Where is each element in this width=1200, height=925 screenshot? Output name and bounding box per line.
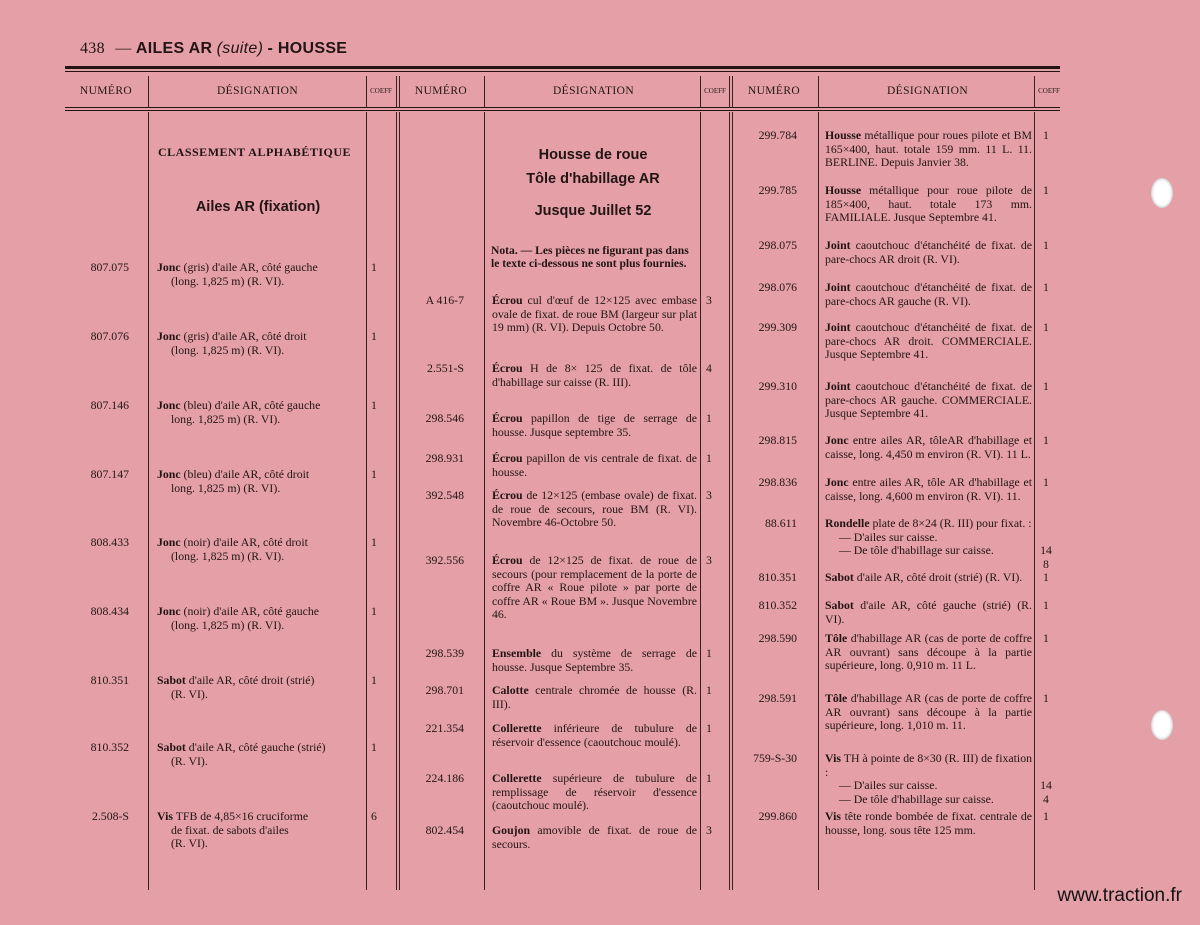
designation-keyword: Jonc — [825, 475, 849, 489]
divider — [1034, 76, 1035, 108]
designation-keyword: Goujon — [492, 823, 531, 837]
designation-text: plate de 8×24 (R. III) pour fixat. : — [869, 516, 1032, 530]
part-designation — [157, 536, 363, 563]
part-designation — [492, 554, 697, 622]
part-number: 298.701 — [425, 683, 464, 697]
coeff-value: 1 — [371, 740, 377, 754]
coeff-value: 1 — [706, 646, 712, 660]
part-number: 298.836 — [758, 475, 797, 489]
coeff-value: 1 — [371, 673, 377, 687]
coeff-value: 1 — [706, 721, 712, 735]
designation-keyword: Écrou — [492, 361, 523, 375]
part-designation — [825, 129, 1032, 170]
part-designation — [825, 692, 1032, 733]
top-rule-thick — [65, 66, 1060, 69]
col2-header-designation: DÉSIGNATION — [552, 85, 635, 97]
designation-text: métallique pour roue pilote de 185×400, haut. totale 173 mm. FAMILIALE. Jusque Septembre 41. — [825, 183, 1032, 225]
designation-text: d'aile AR, côté gauche (strié) — [185, 740, 326, 754]
part-designation — [825, 380, 1032, 421]
coeff-value: 4 — [706, 361, 712, 375]
part-designation — [157, 468, 363, 495]
designation-keyword: Sabot — [825, 598, 854, 612]
part-number: 299.785 — [758, 183, 797, 197]
part-designation — [492, 684, 697, 711]
designation-keyword: Écrou — [492, 488, 523, 502]
coeff-value: 1 — [1043, 475, 1049, 489]
part-number: 298.815 — [758, 433, 797, 447]
designation-keyword: Écrou — [492, 451, 523, 465]
designation-keyword: Écrou — [492, 411, 523, 425]
designation-keyword: Vis — [157, 809, 173, 823]
divider — [148, 76, 149, 108]
header-dash: — — [115, 40, 132, 57]
designation-text: centrale chromée de housse (R. III). — [492, 683, 697, 711]
coeff-value: 3 — [706, 293, 712, 307]
part-number: 802.454 — [425, 823, 464, 837]
part-designation — [157, 261, 363, 288]
designation-sub-item: — De tôle d'habillage sur caisse. — [839, 791, 994, 806]
designation-text: caoutchouc d'étanchéité de fixat. de pare-chocs AR droit. COMMERCIALE. Jusque Septembre 41. — [825, 320, 1032, 362]
divider — [818, 76, 819, 108]
designation-keyword: Housse — [825, 128, 862, 142]
part-number: A 416-7 — [425, 293, 464, 307]
part-number: 810.351 — [90, 673, 129, 687]
part-number: 810.352 — [758, 598, 797, 612]
designation-text: (gris) d'aile AR, côté droit — [180, 329, 307, 343]
watermark-text: www.traction.fr — [1057, 885, 1182, 906]
coeff-value: 1 — [371, 604, 377, 618]
designation-text: tête ronde bombée de fixat. centrale de housse, long. sous tête 125 mm. — [825, 809, 1032, 837]
part-number: 810.352 — [90, 740, 129, 754]
designation-text: inférieure de tubulure de réservoir d'essence (caoutchouc moulé). — [492, 721, 697, 749]
designation-keyword: Collerette — [492, 721, 542, 735]
col3-header-designation: DÉSIGNATION — [886, 85, 969, 97]
header-bottom-rule — [65, 107, 1060, 108]
designation-text: d'habillage AR (cas de porte de coffre AR ouvrant) sans découpe à la partie supérieure, long. 1,010 m. 11. — [825, 691, 1032, 733]
designation-continuation: (long. 1,825 m) (R. VI). — [171, 342, 285, 357]
coeff-value: 1 — [1043, 183, 1049, 197]
designation-keyword: Joint — [825, 379, 851, 393]
designation-keyword: Collerette — [492, 771, 542, 785]
part-number: 299.309 — [758, 320, 797, 334]
page-header — [80, 40, 347, 58]
designation-keyword: Écrou — [492, 553, 523, 567]
part-designation — [825, 476, 1032, 503]
coeff-value: 1 — [1043, 809, 1049, 823]
divider — [396, 76, 397, 108]
section-title-housse: Housse de roue — [538, 147, 648, 163]
coeff-value: 1 — [371, 260, 377, 274]
designation-text: (noir) d'aile AR, côté gauche — [180, 604, 320, 618]
coeff-value: 1 — [706, 451, 712, 465]
coeff-value: 1 — [371, 535, 377, 549]
part-designation — [492, 722, 697, 749]
part-designation — [825, 434, 1032, 461]
designation-continuation: (long. 1,825 m) (R. VI). — [171, 548, 285, 563]
col1-header-numero: NUMÉRO — [79, 85, 133, 97]
part-number: 392.556 — [425, 553, 464, 567]
designation-continuation: long. 1,825 m) (R. VI). — [171, 411, 281, 426]
part-designation — [492, 412, 697, 439]
part-number: 807.146 — [90, 398, 129, 412]
designation-text: d'aile AR, côté droit (strié) — [185, 673, 315, 687]
designation-continuation: (R. VI). — [171, 836, 208, 851]
part-designation — [157, 810, 363, 851]
designation-keyword: Jonc — [157, 604, 181, 618]
section-title-ailes: Ailes AR (fixation) — [195, 199, 321, 215]
coeff-value: 3 — [706, 488, 712, 502]
part-designation — [157, 399, 363, 426]
part-number: 298.546 — [425, 411, 464, 425]
designation-keyword: Sabot — [157, 740, 186, 754]
divider — [729, 76, 730, 108]
designation-keyword: Jonc — [157, 260, 181, 274]
designation-text: de 12×125 (embase ovale) de fixat. de roue de secours, roue BM (R. VI). Novembre 46-Octobre 50. — [492, 488, 697, 530]
coeff-value: 4 — [1043, 791, 1049, 806]
part-number: 807.075 — [90, 260, 129, 274]
designation-sub-item: — De tôle d'habillage sur caisse. — [839, 543, 994, 558]
col1-header-designation: DÉSIGNATION — [216, 85, 299, 97]
part-designation — [825, 810, 1032, 837]
designation-sub-item: — D'ailes sur caisse. — [839, 778, 938, 793]
top-rule-thin — [65, 71, 1060, 72]
divider — [818, 112, 819, 890]
designation-keyword: Jonc — [157, 467, 181, 481]
col2-header-numero: NUMÉRO — [414, 85, 468, 97]
part-number: 299.860 — [758, 809, 797, 823]
part-number: 224.186 — [425, 771, 464, 785]
coeff-value: 1 — [706, 411, 712, 425]
col1-header-coeff: COEFF — [370, 87, 392, 95]
designation-text: métallique pour roues pilote et BM 165×400, haut. totale 159 mm. 11 L. 11. BERLINE. Depuis Janvier 38. — [825, 128, 1032, 170]
binder-hole — [1151, 710, 1173, 740]
header-bottom-rule-2 — [65, 110, 1060, 111]
designation-keyword: Tôle — [825, 631, 848, 645]
designation-continuation: long. 1,825 m) (R. VI). — [171, 480, 281, 495]
part-number: 298.590 — [758, 631, 797, 645]
designation-text: amovible de fixat. de roue de secours. — [492, 823, 697, 851]
designation-text: (noir) d'aile AR, côté droit — [180, 535, 308, 549]
divider — [366, 112, 367, 890]
coeff-value: 1 — [1043, 280, 1049, 294]
part-number: 298.075 — [758, 238, 797, 252]
part-number: 221.354 — [425, 721, 464, 735]
part-number: 298.076 — [758, 280, 797, 294]
designation-keyword: Joint — [825, 238, 851, 252]
designation-text: entre ailes AR, tôle AR d'habillage et caisse, long. 4,600 m environ (R. VI). 11. — [825, 475, 1032, 503]
coeff-value: 1 — [1043, 128, 1049, 142]
designation-keyword: Vis — [825, 809, 841, 823]
part-number: 298.931 — [425, 451, 464, 465]
designation-continuation: (R. VI). — [171, 686, 208, 701]
part-designation — [157, 741, 363, 768]
coeff-value: 1 — [371, 467, 377, 481]
designation-continuation: de fixat. de sabots d'ailes — [171, 822, 289, 837]
coeff-value: 14 — [1040, 543, 1052, 558]
divider — [700, 76, 701, 108]
part-number: 298.539 — [425, 646, 464, 660]
divider — [729, 112, 730, 890]
part-designation — [492, 772, 697, 813]
designation-text: de 12×125 de fixat. de roue de secours (pour remplacement de la porte de coffre AR « Roue pilote » par porte de coffre AR « Roue BM ». Jusque Novembre 46. — [492, 553, 697, 622]
designation-keyword: Jonc — [157, 535, 181, 549]
designation-keyword: Sabot — [157, 673, 186, 687]
designation-keyword: Écrou — [492, 293, 523, 307]
divider — [1034, 112, 1035, 890]
part-number: 2.508-S — [91, 809, 129, 823]
designation-text: entre ailes AR, tôleAR d'habillage et caisse, long. 4,450 m environ (R. VI). 11 L. — [825, 433, 1032, 461]
coeff-value: 1 — [1043, 433, 1049, 447]
divider — [366, 76, 367, 108]
coeff-value: 1 — [1043, 691, 1049, 705]
part-designation — [492, 294, 697, 335]
page-number: 438 — [80, 40, 105, 57]
designation-text: du système de serrage de housse. Jusque Septembre 35. — [492, 646, 697, 674]
designation-text: d'aile AR, côté droit (strié) (R. VI). — [853, 570, 1023, 584]
designation-keyword: Jonc — [825, 433, 849, 447]
designation-keyword: Joint — [825, 320, 851, 334]
designation-text: d'aile AR, côté gauche (strié) (R. VI). — [825, 598, 1032, 626]
designation-text: (bleu) d'aile AR, côté gauche — [180, 398, 321, 412]
col2-header-coeff: COEFF — [704, 87, 726, 95]
designation-keyword: Joint — [825, 280, 851, 294]
designation-text: TFB de 4,85×16 cruciforme — [172, 809, 309, 823]
part-designation — [825, 281, 1032, 308]
divider — [399, 76, 400, 108]
coeff-value: 1 — [1043, 320, 1049, 334]
designation-keyword: Ensemble — [492, 646, 542, 660]
part-designation — [825, 571, 1032, 585]
header-title: AILES AR — [135, 40, 213, 57]
divider — [732, 112, 733, 890]
designation-text: TH à pointe de 8×30 (R. III) de fixation : — [825, 751, 1032, 779]
designation-text: H de 8× 125 de fixat. de tôle d'habillage sur caisse (R. III). — [492, 361, 697, 389]
divider — [396, 112, 397, 890]
part-designation — [825, 599, 1032, 626]
designation-text: cul d'œuf de 12×125 avec embase ovale de fixat. de roue BM (largeur sur plat 19 mm) (R. VI). Depuis Octobre 50. — [492, 293, 697, 335]
designation-keyword: Sabot — [825, 570, 854, 584]
part-designation — [492, 362, 697, 389]
designation-keyword: Calotte — [492, 683, 529, 697]
designation-text: (bleu) d'aile AR, côté droit — [180, 467, 310, 481]
designation-keyword: Jonc — [157, 329, 181, 343]
designation-continuation: (long. 1,825 m) (R. VI). — [171, 273, 285, 288]
section-title-tole: Tôle d'habillage AR — [526, 171, 660, 187]
designation-continuation: (R. VI). — [171, 753, 208, 768]
designation-text: caoutchouc d'étanchéité de fixat. de pare-chocs AR gauche (R. VI). — [825, 280, 1032, 308]
coeff-value: 14 — [1040, 778, 1052, 793]
part-designation — [825, 184, 1032, 225]
designation-keyword: Jonc — [157, 398, 181, 412]
part-number: 807.147 — [90, 467, 129, 481]
designation-text: papillon de tige de serrage de housse. Jusque septembre 35. — [492, 411, 697, 439]
designation-keyword: Tôle — [825, 691, 848, 705]
part-designation — [157, 605, 363, 632]
header-title-2: - HOUSSE — [267, 40, 348, 57]
designation-text: (gris) d'aile AR, côté gauche — [180, 260, 318, 274]
designation-continuation: (long. 1,825 m) (R. VI). — [171, 617, 285, 632]
part-number: 759-S-30 — [753, 751, 797, 765]
part-designation — [825, 321, 1032, 362]
part-number: 810.351 — [758, 570, 797, 584]
coeff-value: 3 — [706, 823, 712, 837]
part-number: 299.310 — [758, 379, 797, 393]
part-number: 299.784 — [758, 128, 797, 142]
coeff-value: 1 — [1043, 379, 1049, 393]
designation-keyword: Rondelle — [825, 516, 870, 530]
designation-keyword: Vis — [825, 751, 841, 765]
part-number: 808.434 — [90, 604, 129, 618]
divider — [484, 112, 485, 890]
binder-hole — [1151, 178, 1173, 208]
coeff-value: 6 — [371, 809, 377, 823]
part-number: 808.433 — [90, 535, 129, 549]
part-designation — [157, 330, 363, 357]
col3-header-numero: NUMÉRO — [747, 85, 801, 97]
part-designation — [825, 517, 1032, 558]
part-number: 298.591 — [758, 691, 797, 705]
designation-text: caoutchouc d'étanchéité de fixat. de pare-chocs AR droit (R. VI). — [825, 238, 1032, 266]
coeff-value: 8 — [1043, 556, 1049, 571]
coeff-value: 1 — [1043, 238, 1049, 252]
part-designation — [492, 647, 697, 674]
col3-header-coeff: COEFF — [1038, 87, 1060, 95]
part-designation — [825, 632, 1032, 673]
part-number: 88.611 — [764, 516, 797, 530]
divider — [484, 76, 485, 108]
designation-text: d'habillage AR (cas de porte de coffre AR ouvrant) sans découpe à la partie supérieure, long. 0,910 m. 11 L. — [825, 631, 1032, 673]
part-number: 2.551-S — [426, 361, 464, 375]
designation-sub-item: — D'ailes sur caisse. — [839, 529, 938, 544]
coeff-value: 1 — [1043, 570, 1049, 584]
part-designation — [157, 674, 363, 701]
part-number: 392.548 — [425, 488, 464, 502]
coeff-value: 3 — [706, 553, 712, 567]
part-designation — [492, 824, 697, 851]
coeff-value: 1 — [1043, 598, 1049, 612]
designation-text: supérieure de tubulure de remplissage de réservoir d'essence (caoutchouc moulé). — [492, 771, 697, 813]
part-number: 807.076 — [90, 329, 129, 343]
part-designation — [825, 239, 1032, 266]
coeff-value: 1 — [1043, 631, 1049, 645]
divider — [148, 112, 149, 890]
coeff-value: 1 — [371, 398, 377, 412]
nota-text: Nota. — Les pièces ne figurant pas dans le texte ci-dessous ne sont plus fournies. — [491, 244, 689, 271]
classement-title: CLASSEMENT ALPHABÉTIQUE — [158, 145, 351, 159]
header-title-italic: (suite) — [216, 40, 264, 57]
part-designation — [825, 752, 1032, 806]
coeff-value: 1 — [706, 683, 712, 697]
designation-text: caoutchouc d'étanchéité de fixat. de pare-chocs AR gauche. COMMERCIALE. Jusque Septembre 41. — [825, 379, 1032, 421]
divider — [732, 76, 733, 108]
coeff-value: 1 — [706, 771, 712, 785]
designation-text: papillon de vis centrale de fixat. de housse. — [492, 451, 697, 479]
part-designation — [492, 452, 697, 479]
section-title-jusque: Jusque Juillet 52 — [534, 203, 652, 219]
part-designation — [492, 489, 697, 530]
coeff-value: 1 — [371, 329, 377, 343]
designation-keyword: Housse — [825, 183, 862, 197]
